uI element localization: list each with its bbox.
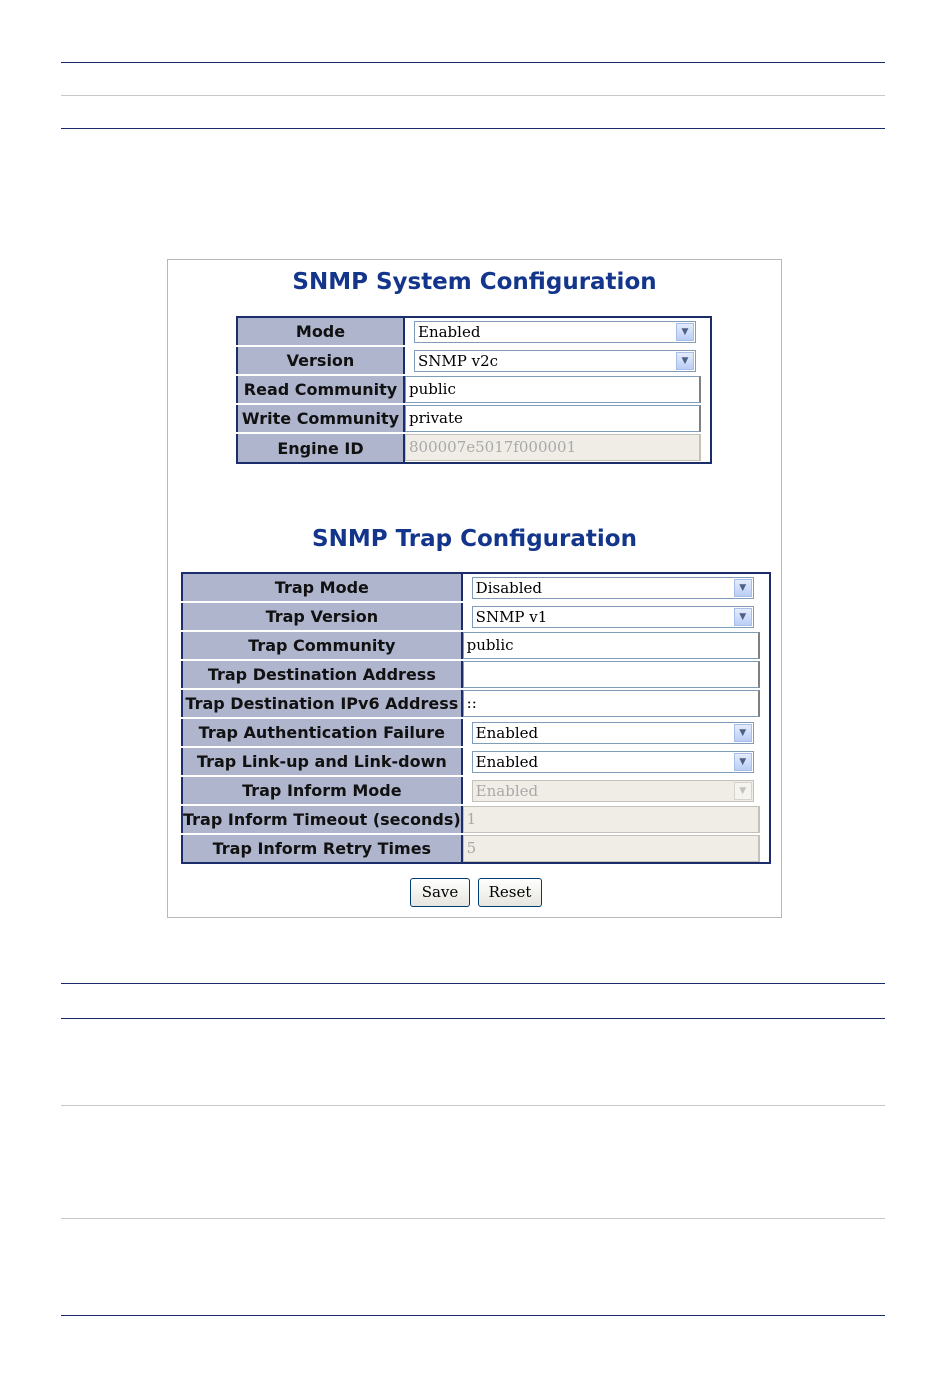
trap-row-trap-community <box>182 631 770 660</box>
trap-input-trap-community[interactable]: public <box>463 632 760 659</box>
system-row-read-community <box>237 375 711 404</box>
trap-label-trap-inform-timeout-seconds: Trap Inform Timeout (seconds) <box>182 805 462 834</box>
system-select-value: Enabled <box>418 323 481 341</box>
trap-select-trap-inform-mode <box>472 780 754 802</box>
trap-config-title: SNMP Trap Configuration <box>312 526 637 552</box>
chevron-down-icon[interactable]: ▼ <box>734 753 752 771</box>
system-config-table <box>236 316 712 464</box>
system-select-mode[interactable] <box>414 321 696 343</box>
system-row-write-community <box>237 404 711 433</box>
chevron-down-icon[interactable]: ▼ <box>676 352 694 370</box>
trap-label-trap-authentication-failure: Trap Authentication Failure <box>182 718 462 747</box>
trap-select-trap-link-up-and-link-down[interactable] <box>472 751 754 773</box>
reset-button[interactable]: Reset <box>478 878 542 907</box>
trap-select-value: Enabled <box>475 723 539 742</box>
trap-label-trap-community: Trap Community <box>182 631 462 660</box>
save-button[interactable]: Save <box>410 878 470 907</box>
trap-select-value: Disabled <box>475 579 543 597</box>
system-label-version: Version <box>237 346 404 375</box>
system-row-engine-id <box>237 433 711 463</box>
system-row-mode <box>237 317 711 346</box>
system-label-engine-id: Engine ID <box>237 433 404 463</box>
header-rule-mid <box>61 95 885 96</box>
trap-row-trap-version <box>182 602 770 631</box>
header-rule-bottom <box>61 128 885 129</box>
trap-label-trap-version: Trap Version <box>182 602 462 631</box>
system-select-version[interactable] <box>414 350 696 372</box>
system-label-mode: Mode <box>237 317 404 346</box>
trap-row-trap-destination-address <box>182 660 770 689</box>
system-input-engine-id: 800007e5017f000001 <box>405 434 701 461</box>
snmp-config-panel <box>167 259 782 918</box>
trap-row-trap-inform-retry-times <box>182 834 770 863</box>
system-label-write-community: Write Community <box>237 404 404 433</box>
trap-input-trap-destination-ipv6-address[interactable]: :: <box>463 690 760 717</box>
system-input-write-community[interactable]: private <box>405 405 701 432</box>
trap-config-table <box>181 572 771 864</box>
trap-label-trap-destination-address: Trap Destination Address <box>182 660 462 689</box>
chevron-down-icon[interactable]: ▼ <box>734 608 752 626</box>
system-row-version <box>237 346 711 375</box>
table-rule-bottom <box>61 1315 885 1316</box>
system-config-title: SNMP System Configuration <box>292 269 657 295</box>
chevron-down-icon[interactable]: ▼ <box>734 579 752 597</box>
trap-row-trap-authentication-failure <box>182 718 770 747</box>
chevron-down-icon[interactable]: ▼ <box>676 323 694 341</box>
trap-select-value: Enabled <box>475 781 539 800</box>
trap-input-trap-destination-address[interactable] <box>463 661 760 688</box>
trap-select-value: Enabled <box>475 752 539 771</box>
trap-label-trap-inform-retry-times: Trap Inform Retry Times <box>182 834 462 863</box>
trap-label-trap-link-up-and-link-down: Trap Link-up and Link-down <box>182 747 462 776</box>
trap-label-trap-mode: Trap Mode <box>182 573 462 602</box>
trap-row-trap-inform-mode <box>182 776 770 805</box>
header-rule-top <box>61 62 885 63</box>
trap-row-trap-inform-timeout-seconds <box>182 805 770 834</box>
table-rule-row2 <box>61 1218 885 1219</box>
trap-row-trap-mode <box>182 573 770 602</box>
table-rule-top <box>61 983 885 984</box>
trap-input-trap-inform-timeout-seconds: 1 <box>463 806 760 833</box>
table-rule-header <box>61 1018 885 1019</box>
trap-select-value: SNMP v1 <box>475 607 548 626</box>
trap-row-trap-link-up-and-link-down <box>182 747 770 776</box>
system-input-read-community[interactable]: public <box>405 376 701 403</box>
chevron-down-icon: ▼ <box>734 782 752 800</box>
system-label-read-community: Read Community <box>237 375 404 404</box>
trap-select-trap-version[interactable] <box>472 606 754 628</box>
trap-row-trap-destination-ipv6-address <box>182 689 770 718</box>
trap-input-trap-inform-retry-times: 5 <box>463 835 760 862</box>
trap-label-trap-inform-mode: Trap Inform Mode <box>182 776 462 805</box>
table-rule-row1 <box>61 1105 885 1106</box>
trap-label-trap-destination-ipv6-address: Trap Destination IPv6 Address <box>182 689 462 718</box>
system-select-value: SNMP v2c <box>418 351 499 370</box>
trap-select-trap-mode[interactable] <box>472 577 754 599</box>
trap-select-trap-authentication-failure[interactable] <box>472 722 754 744</box>
chevron-down-icon[interactable]: ▼ <box>734 724 752 742</box>
